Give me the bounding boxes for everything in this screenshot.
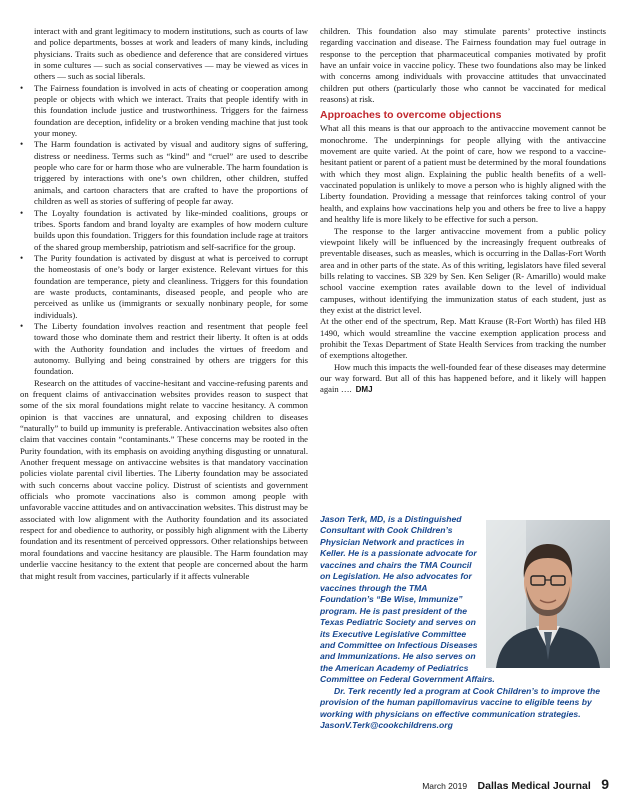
intro-continuation: interact with and grant legitimacy to modern institutions, such as courts of law and police departments, bosses at work and leaders of many kinds, including physicians. Traits such as obedience and deference that are considered virtues in some cultures — such as social conservatives — may be viewed as vices in others — such as social liberals. bbox=[34, 26, 308, 82]
list-item-fairness: • The Fairness foundation is involved in acts of cheating or cooperation among people or objects with which we interact. Traits that people identify with in this foundation include justice and trustworthiness. Triggers for the fairness foundation are deception, infidelity or a broken vending machine that just took your money. bbox=[20, 83, 308, 140]
right-column bbox=[320, 26, 606, 396]
research-paragraph: Research on the attitudes of vaccine-hesitant and vaccine-refusing parents and on frequent claims of antivaccination websites provides reason to suspect that some of the six moral foundations might relate to vaccine hesitancy. A common opinion is that vaccines are unnatural, and exposing children to diseases “naturally” to build up immunity is preferable. Antivaccination websites also often claim that vaccines contain “contaminants.” These concerns may be rooted in the Purity foundation, with its emphasis on avoiding anything disgusting or unnatural. Another frequent message on antivaccine websites is that mandatory vaccination policies violate parental civil liberties. The Liberty foundation may be associated with such concerns about vaccine policy. Distrust of scientists and government officials who promote vaccinations also is common among people with unfavorable vaccine attitudes and on antivaccination websites. This distrust may be associated with low alignment with the Authority foundation and its associated respect for and obedience to authority, or possibly high alignment with the Liberty foundation and its resentment of perceived oppressors. Other relationships between moral foundations and vaccine hesitancy are plausible. The Harm foundation may underlie vaccine hesitancy to the extent that people are concerned about the harm that might result from vaccines, particularly if it affects vulnerable bbox=[20, 377, 308, 581]
moral-foundations-list bbox=[20, 83, 308, 378]
list-item-purity: • The Purity foundation is activated by disgust at what is perceived to corrupt the homeostasis of one’s body or larger existence. Relevant virtues for this foundation are temperance, piety and cleanliness. Triggers for this foundation are waste products, contaminants, diseased people, and people who are perceived as unlike us (immigrants or sexually nonbinary people, for some individuals). bbox=[20, 253, 308, 321]
list-item-harm: • The Harm foundation is activated by visual and auditory signs of suffering, distress or neediness. Terms such as “kind” and “cruel” are used to describe people who care for or harm those who are vulnerable. The harm foundation is triggered by interactions with one’s own children, other children, stuffed animals, and cartoon characters that are crafted to have the proportions of children as well as stories of suffering of people far away. bbox=[20, 139, 308, 207]
body-paragraph-3: At the other end of the spectrum, Rep. Matt Krause (R-Fort Worth) has filed HB 1490, which would streamline the vaccine exemption application process and prohibit the Texas Department of State Health Services from tracking the number of exemptions altogether. bbox=[320, 316, 606, 361]
list-item-loyalty: • The Loyalty foundation is activated by like-minded coalitions, groups or tribes. Sports fandom and brand loyalty are examples of how modern culture builds upon this foundation. Triggers for this foundation include rage at traitors of the shared group membership, patriotism and self-sacrifice for the group. bbox=[20, 208, 308, 253]
author-bio-box bbox=[320, 514, 610, 744]
page-number: 9 bbox=[601, 776, 609, 792]
journal-title: Dallas Medical Journal bbox=[477, 780, 591, 792]
closing-text: How much this impacts the well-founded fear of these diseases may determine our way forward. But all of this has happened before, and it likely will happen again …. bbox=[320, 361, 606, 395]
list-item-liberty: • The Liberty foundation involves reaction and resentment that people feel toward those who dominate them and restrict their liberty. It often is at odds with the Authority foundation and includes the virtues of freedom and autonomy. Bullying and being constrained by others are triggers for this foundation. bbox=[20, 321, 308, 378]
body-paragraph-4 bbox=[320, 362, 606, 396]
issue-date: March 2019 bbox=[422, 781, 468, 791]
page-footer bbox=[422, 776, 609, 794]
signature: DMJ bbox=[355, 385, 373, 395]
bio-paragraph-2: Dr. Terk recently led a program at Cook Children’s to improve the provision of the human papillomavirus vaccine to eligible teens by working with physicians on effective communication strategies. JasonV.Terk@cookchildrens.org bbox=[320, 685, 600, 731]
left-column bbox=[20, 26, 308, 582]
continuation-paragraph: children. This foundation also may stimulate parents’ protective instincts regarding vaccination and disease. The Fairness foundation may fuel outrage in response to the perception that pharmaceutical companies motivated by profit have an unfair voice in vaccine policy. These two foundations also may be linked with concerns among individuals with provaccine attitudes that unvaccinated children put others (particularly those who cannot be vaccinated for medical reasons) at risk. bbox=[320, 26, 606, 105]
bio-paragraph-1: Jason Terk, MD, is a Distinguished Consultant with Cook Children’s Physician Network and practices in Keller. He is a passionate advocate for vaccines and chairs the TMA Council on Legislation. He also advocates for vaccines through the TMA Foundation’s “Be Wise, Immunize” program. He is past president of the Texas Pediatric Society and serves on its Executive Legislative Committee and Committee on Infectious Diseases and Immunizations. He also serves on the American Academy of Pediatrics Committee on Federal Government Affairs. bbox=[320, 514, 495, 685]
author-photo bbox=[486, 520, 610, 668]
body-paragraph-1: What all this means is that our approach to the antivaccine movement cannot be monochrome. The underpinnings for people allying with the antivaccine movement are quite varied. At the point of care, how we respond to a vaccine-hesitant patient or parent of a patient must be determined by the moral foundations with which they most align. Explaining the public health benefits of a well-vaccinated population is unlikely to move a person who is highly aligned with the Liberty foundation. Providing a message that reinforces taking control of your health, and explains how vaccinations help you and others be free to live a happy and healthy life is more likely to be effective for such a person. bbox=[320, 123, 606, 225]
body-paragraph-2: The response to the larger antivaccine movement from a public policy viewpoint likely will be influenced by the increasingly frequent outbreaks of preventable diseases, such as measles, which is occurring in the Dallas-Fort Worth area and in other parts of the state. As of this writing, legislators have filed several bills relating to vaccines. SB 329 by Sen. Ken Seliger (R- Amarillo) would make school vaccine exemption rates available down to the level of individual campuses, without identifying the immunization status of each student, just as they exist at the district level. bbox=[320, 225, 606, 315]
section-heading: Approaches to overcome objections bbox=[320, 109, 502, 122]
